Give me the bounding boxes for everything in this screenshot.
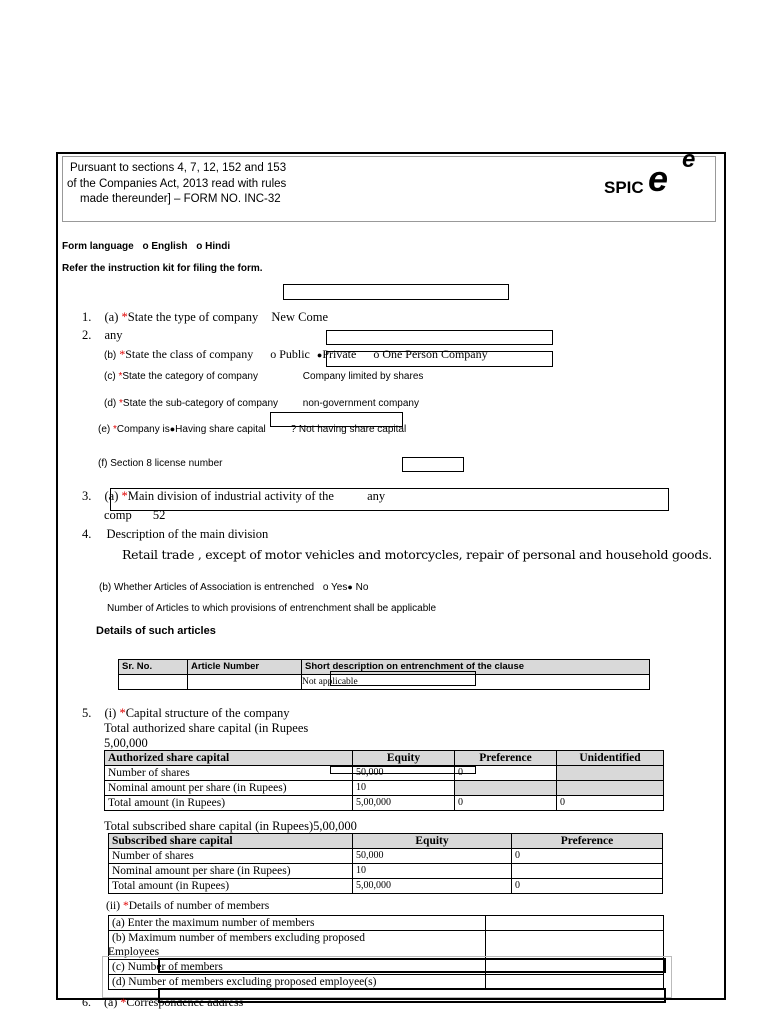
q3-label: Main division of industrial activity of the: [127, 489, 334, 503]
auth-col-unidentified: Unidentified: [557, 751, 664, 766]
sub-total-value: 5,00,000: [313, 819, 357, 833]
auth-total-label: Total authorized share capital (in Rupees: [104, 721, 309, 735]
sub-col-title: Subscribed share capital: [109, 834, 353, 849]
q1c-category-row: [104, 371, 423, 382]
header-line-1: Pursuant to sections 4, 7, 12, 152 and 153: [70, 162, 287, 174]
sub-header-row: [109, 834, 663, 849]
q5-row: [82, 706, 290, 721]
q1-type-label: State the type of company: [127, 310, 259, 324]
auth-col-preference: Preference: [455, 751, 557, 766]
share-capital-label: Having share capital: [175, 424, 266, 435]
preference-cell: 0: [512, 879, 663, 894]
table-row: [105, 781, 664, 796]
row-label: Total amount (in Rupees): [105, 796, 353, 811]
row-label: Number of shares: [109, 849, 353, 864]
q5-star: *: [119, 706, 126, 720]
q1e-prefix: (e): [98, 424, 111, 435]
q3-num: 3.: [82, 489, 92, 503]
auth-shares-input[interactable]: [330, 766, 476, 774]
industrial-activity-input[interactable]: [110, 488, 669, 511]
q3-code: 52: [152, 508, 166, 522]
english-radio[interactable]: o English: [142, 241, 188, 252]
q3-any: any: [367, 489, 386, 503]
row-label: Number of shares: [105, 766, 353, 781]
members-value-cell[interactable]: [486, 916, 664, 931]
unidentified-cell: 0: [557, 796, 664, 811]
q2-row: [82, 328, 123, 343]
q1-type-row: [82, 310, 328, 325]
q4-label: Description of the main division: [106, 527, 269, 541]
col-sr-no: Sr. No.: [119, 660, 188, 675]
articles-entrenched-row: [99, 582, 368, 593]
preference-cell: 0: [455, 796, 557, 811]
q1b-label: State the class of company: [125, 347, 254, 361]
q6-label: Correspondence address: [126, 995, 244, 1009]
preference-cell[interactable]: [512, 864, 663, 879]
q1d-label: State the sub-category of company: [122, 398, 279, 409]
q1-star: *: [121, 310, 128, 324]
q4-num: 4.: [82, 527, 92, 541]
members-row-label: (d) Number of members excluding proposed employee(s): [109, 975, 486, 990]
company-type-input[interactable]: [326, 330, 553, 345]
q1-prefix: (a): [104, 310, 119, 324]
filled-bullet-icon: ●: [169, 424, 176, 434]
auth-col-title: Authorized share capital: [105, 751, 353, 766]
header-line-3: made thereunder] – FORM NO. INC-32: [80, 193, 281, 205]
hindi-radio[interactable]: o Hindi: [196, 241, 231, 252]
q1e-label: Company is: [116, 424, 170, 435]
q1b-star: *: [119, 347, 126, 361]
q6-star: *: [120, 995, 127, 1009]
articles-details-title: Details of such articles: [96, 625, 216, 637]
sub-col-preference: Preference: [512, 834, 663, 849]
entrenched-label: (b) Whether Articles of Association is entrenched: [99, 582, 315, 593]
q5-prefix: (i): [104, 706, 117, 720]
members-row-b-line1: (b) Maximum number of members excluding proposed: [112, 932, 365, 944]
equity-cell[interactable]: 10: [353, 864, 512, 879]
auth-col-equity: Equity: [353, 751, 455, 766]
q6-num: 6.: [82, 995, 91, 1009]
row-label: Nominal amount per share (in Rupees): [109, 864, 353, 879]
entrenched-no-label: No: [355, 582, 369, 593]
q1c-star: *: [118, 371, 123, 382]
form-language-label: Form language: [62, 241, 134, 252]
share-capital-radio[interactable]: [170, 424, 266, 435]
one-person-radio[interactable]: o One Person Company: [373, 347, 488, 361]
form-language-row: [62, 241, 230, 252]
row-label: Total amount (in Rupees): [109, 879, 353, 894]
public-radio[interactable]: o Public: [270, 347, 310, 361]
q5-num: 5.: [82, 706, 92, 720]
logo-text: SPIC: [604, 178, 644, 197]
logo-e: e: [648, 158, 669, 199]
header-line-2: of the Companies Act, 2013 read with rules: [67, 178, 287, 190]
q1d-subcategory-row: [104, 398, 419, 409]
equity-cell: 5,00,000: [353, 796, 455, 811]
q1e-star: *: [113, 424, 117, 435]
members-count-input[interactable]: [158, 958, 666, 973]
members-prefix: (ii): [106, 900, 123, 912]
members-row-label: (c) Number of members: [109, 960, 486, 975]
q2-any: any: [104, 328, 123, 342]
equity-cell[interactable]: 50,000: [353, 849, 512, 864]
auth-header-row: [105, 751, 664, 766]
q1f-label: (f) Section 8 license number: [98, 458, 223, 469]
table-row: [105, 796, 664, 811]
logo-e-sup: e: [682, 146, 696, 173]
table-row: [109, 864, 663, 879]
equity-cell: 5,00,000: [353, 879, 512, 894]
q6-prefix: (a): [104, 995, 118, 1009]
members-row-label: (a) Enter the maximum number of members: [109, 916, 486, 931]
description-value: Not applicable: [302, 677, 358, 687]
q4-value: Retail trade , except of motor vehicles and motorcycles, repair of personal and household goods.: [122, 547, 712, 562]
members-title-row: [106, 900, 269, 912]
q6-row: [82, 995, 243, 1010]
instruction-text: Refer the instruction kit for filing the form.: [62, 263, 263, 274]
q1e-share-row: [98, 424, 406, 435]
company-class-input[interactable]: [326, 351, 553, 367]
q1b-prefix: (b): [104, 350, 117, 361]
unidentified-cell: [557, 781, 664, 796]
table-row: [109, 879, 663, 894]
section8-license-input[interactable]: [402, 457, 464, 472]
unidentified-cell: [557, 766, 664, 781]
members-title: Details of number of members: [128, 900, 270, 912]
q5-label: Capital structure of the company: [125, 706, 290, 720]
q1-num: 1.: [82, 310, 92, 324]
preference-cell: [455, 781, 557, 796]
prefill-input[interactable]: [283, 284, 509, 300]
q1-type-value: New Come: [271, 310, 328, 324]
authorized-capital-table: [104, 750, 664, 811]
q1c-prefix: (c): [104, 371, 116, 382]
q3-comp-row: [104, 508, 165, 523]
no-share-capital-radio[interactable]: ? Not having share capital: [290, 424, 407, 435]
table-row: [109, 916, 664, 931]
q1c-label: State the category of company: [122, 371, 258, 382]
description-input[interactable]: [330, 671, 476, 686]
col-short-description: Short description on entrenchment of the clause: [302, 660, 650, 675]
row-label: Nominal amount per share (in Rupees): [105, 781, 353, 796]
entrenched-yes-radio[interactable]: o Yes: [322, 582, 348, 593]
q1c-value: Company limited by shares: [302, 371, 424, 382]
filled-bullet-icon: ●: [316, 350, 323, 360]
col-article-number: Article Number: [188, 660, 302, 675]
q1d-value: non-government company: [302, 398, 419, 409]
members-star: *: [122, 900, 129, 912]
entrenched-no-radio[interactable]: [347, 582, 368, 593]
articles-count-label: Number of Articles to which provisions of entrenchment shall be applicable: [107, 603, 437, 614]
private-label: Private: [322, 347, 357, 361]
equity-cell[interactable]: 10: [353, 781, 455, 796]
subscribed-capital-table: [108, 833, 663, 894]
preference-cell[interactable]: 0: [455, 766, 557, 781]
sub-col-equity: Equity: [353, 834, 512, 849]
auth-total-value: 5,00,000: [104, 736, 148, 750]
table-row: [109, 849, 663, 864]
sub-total-label: Total subscribed share capital (in Rupees): [104, 819, 314, 833]
q1d-prefix: (d): [104, 398, 117, 409]
q3-prefix: (a): [104, 489, 119, 503]
q4-row: [82, 527, 268, 542]
filled-bullet-icon: ●: [347, 582, 353, 592]
members-row-b-line2: Employees: [108, 946, 160, 958]
q1d-star: *: [119, 398, 123, 409]
article-number-cell[interactable]: [188, 675, 302, 690]
q3-star: *: [121, 489, 128, 503]
q2-num: 2.: [82, 328, 92, 342]
sr-no-cell[interactable]: [119, 675, 188, 690]
sub-total-row: [104, 819, 357, 834]
preference-cell[interactable]: 0: [512, 849, 663, 864]
q3-comp: comp: [104, 508, 132, 522]
equity-cell[interactable]: 50,000: [353, 766, 455, 781]
